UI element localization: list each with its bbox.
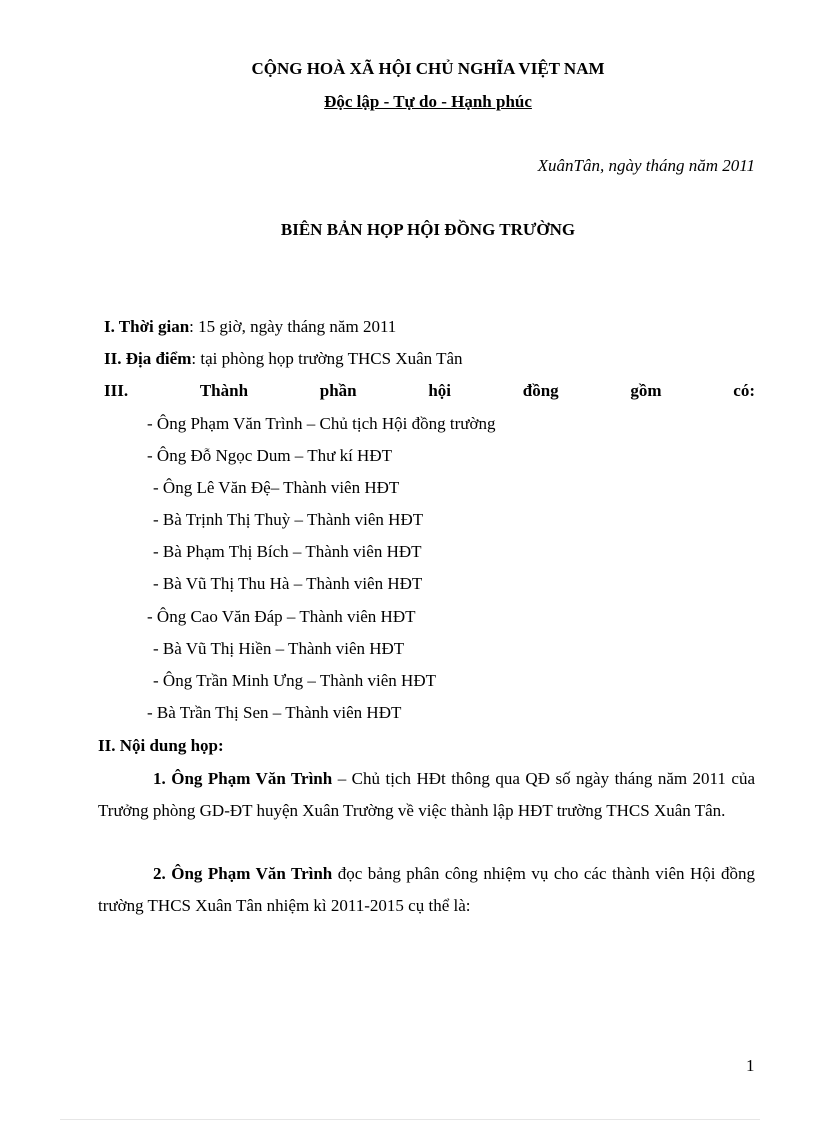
time-value: : 15 giờ, ngày tháng năm 2011 — [189, 317, 397, 336]
members-heading-word: Thành — [199, 381, 249, 400]
members-heading-word: phần — [319, 381, 357, 400]
place-value: : tại phòng họp trường THCS Xuân Tân — [191, 349, 463, 368]
member-item: - Ông Trần Minh Ưng – Thành viên HĐT — [153, 671, 436, 690]
members-heading-word: đồng — [522, 381, 559, 400]
members-heading-word: gồm — [630, 381, 662, 400]
content-heading: II. Nội dung họp: — [98, 736, 224, 755]
document-title: BIÊN BẢN HỌP HỘI ĐỒNG TRƯỜNG — [280, 220, 576, 239]
member-item: - Ông Lê Văn Đệ– Thành viên HĐT — [153, 478, 400, 497]
member-item: - Ông Cao Văn Đáp – Thành viên HĐT — [147, 607, 416, 626]
paragraph-1-lead: 1. Ông Phạm Văn Trình — [153, 769, 333, 788]
page-number: 1 — [746, 1056, 755, 1075]
member-item: - Ông Đỗ Ngọc Dum – Thư kí HĐT — [147, 446, 392, 465]
place-label: II. Địa điểm — [104, 349, 192, 368]
content-paragraph-1 — [98, 763, 755, 827]
members-heading-word: có: — [733, 381, 755, 400]
paragraph-1-text: – Chủ tịch HĐt thông qua QĐ số ngày tháng năm 2011 của Trưởng phòng GD-ĐT huyện Xuân Trường về việc thành lập HĐT trường THCS Xuân Tân. — [98, 769, 755, 820]
member-item: - Bà Phạm Thị Bích – Thành viên HĐT — [153, 542, 422, 561]
member-item: - Ông Phạm Văn Trình – Chủ tịch Hội đồng trường — [147, 414, 496, 433]
national-heading: CỘNG HOÀ XÃ HỘI CHỦ NGHĨA VIỆT NAM — [251, 59, 605, 78]
national-motto — [0, 91, 816, 113]
member-item: - Bà Trịnh Thị Thuỳ – Thành viên HĐT — [153, 510, 424, 529]
time-label: I. Thời gian — [104, 317, 190, 336]
place-line — [104, 348, 463, 370]
paragraph-2-lead: 2. Ông Phạm Văn Trình — [153, 864, 333, 883]
member-item: - Bà Vũ Thị Thu Hà – Thành viên HĐT — [153, 574, 423, 593]
paragraph-2-text: đọc bảng phân công nhiệm vụ cho các thành viên Hội đồng trường THCS Xuân Tân nhiệm kì 2011-2015 cụ thể là: — [98, 864, 755, 915]
members-heading — [104, 380, 755, 402]
members-heading-word: hội — [428, 381, 452, 400]
motto-text: Độc lập - Tự do - Hạnh phúc — [324, 92, 532, 111]
date-line: XuânTân, ngày tháng năm 2011 — [537, 156, 755, 175]
member-item: - Bà Trần Thị Sen – Thành viên HĐT — [147, 703, 402, 722]
content-paragraph-2 — [98, 858, 755, 922]
member-item: - Bà Vũ Thị Hiền – Thành viên HĐT — [153, 639, 405, 658]
members-heading-word: III. — [104, 381, 129, 400]
time-line — [104, 316, 396, 338]
page-bottom-rule — [60, 1119, 760, 1120]
